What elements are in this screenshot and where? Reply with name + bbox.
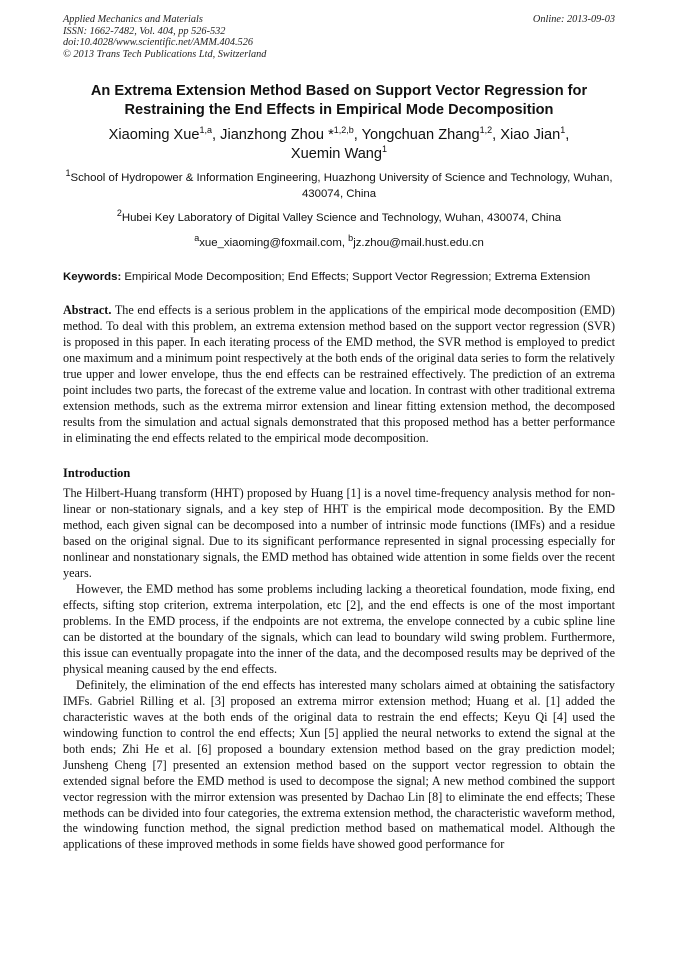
author-separator: , (565, 127, 570, 144)
abstract-text: The end effects is a serious problem in the applications of the empirical mode decomposition (EMD) method. To deal with this problem, an extrema extension method based on the support vector regression (SVR) is proposed in this paper. In each iterating process of the EMD method, the SVR method is employed to predict one maximum and a minimum point respectively at the both ends of the original data series to form the relatively true upper and lower envelope, thus the end effects can be restrained effectively. The prediction of an extrema point includes two parts, the forecast of the extreme value and location. In contrast with other traditional extrema extension methods, such as the extrema mirror extension and linear fitting extension method, the decomposed results from the simulation and actual signals demonstrated that this proposed method has a better performance in eliminating the end effects related to the empirical mode decomposition. (63, 302, 616, 445)
journal-copyright: © 2013 Trans Tech Publications Ltd, Switzerland (63, 48, 267, 60)
author-separator: , (492, 127, 501, 144)
keywords-label: Keywords: (63, 271, 122, 284)
journal-header (63, 14, 615, 60)
journal-name: Applied Mechanics and Materials (63, 14, 203, 25)
abstract (63, 303, 615, 447)
author-name: Xiao Jian (500, 127, 561, 144)
affiliation-sup: 1 (65, 168, 71, 179)
affiliation-2 (63, 210, 615, 226)
author-affil-sup: 1,2 (479, 125, 493, 136)
affiliation-sup: 2 (116, 208, 122, 219)
author-name: Xiaoming Xue (108, 127, 200, 144)
author-separator: , (353, 127, 362, 144)
author-affil-sup: 1 (560, 125, 566, 136)
author-name: Yongchuan Zhang (361, 127, 480, 144)
title-line-1: An Extrema Extension Method Based on Support Vector Regression for (90, 83, 588, 100)
journal-doi: doi:10.4028/www.scientific.net/AMM.404.526 (63, 37, 253, 49)
email-separator: , (341, 237, 349, 250)
affiliation-text: Hubei Key Laboratory of Digital Valley Science and Technology, Wuhan, 430074, China (121, 212, 562, 225)
email-line (63, 233, 615, 250)
email-address: jz.zhou@mail.hust.edu.cn (353, 237, 484, 250)
journal-info (63, 14, 266, 60)
email-sup: a (194, 233, 200, 244)
email-address: xue_xiaoming@foxmail.com (199, 237, 342, 250)
author-affil-sup: 1,2,b (333, 125, 354, 136)
paper-title (63, 82, 615, 120)
author-line-2 (63, 145, 615, 164)
paragraph: Definitely, the elimination of the end effects has interested many scholars aimed at obtaining the satisfactory IMFs. Gabriel Rilling et al. [3] proposed an extrema mirror extension method; Huang et al. [1] added the characteristic waves at the both ends of the original data to restrain the end effects; Keyu Qi [4] used the windowing function to control the end effects; Xun [5] applied the neural networks to extend the signal at the both ends; Zhi He et al. [6] proposed a boundary extension method based on the gray prediction model; Junsheng Cheng [7] presented an extension method based on the support vector regression to obtain the extended signal before the EMD method is used to decompose the signal; A new method combined the support vector regression with the mirror extension was presented by Dachao Lin [8] to eliminate the end effects; These methods can be divided into four categories, the extrema extension method, the characteristic waveform method, the windowing function method, the signal prediction method based on mathematical model. Although the applications of these improved methods in some fields have showed good performance for (63, 677, 615, 852)
online-date: Online: 2013-09-03 (532, 14, 615, 25)
abstract-label: Abstract. (63, 302, 112, 317)
author-line-1 (63, 126, 615, 145)
paper-page (63, 14, 615, 853)
author-affil-sup: 1 (382, 144, 388, 155)
section-heading: Introduction (63, 466, 131, 481)
author-name: Xuemin Wang (290, 146, 383, 163)
title-line-2: Restraining the End Effects in Empirical Mode Decomposition (124, 102, 554, 119)
affiliation-text: School of Hydropower & Information Engineering, Huazhong University of Science and Technology, Wuhan, 430074, China (70, 172, 613, 201)
email-sup: b (348, 233, 354, 244)
keywords-text: Empirical Mode Decomposition; End Effects; Support Vector Regression; Extrema Extension (124, 271, 591, 284)
author-separator: , (212, 127, 221, 144)
keywords (63, 270, 615, 286)
author-list (63, 126, 615, 164)
affiliation-1 (63, 170, 615, 202)
author-affil-sup: 1,a (199, 125, 213, 136)
paragraph: However, the EMD method has some problems including lacking a theoretical foundation, mode fixing, end effects, sifting stop criterion, extrema interpolation, etc [2], and the end effects is one of the most important problems. In the EMD process, if the endpoints are not extrema, the envelope connected by a cubic spline line can be distorted at the boundary of the signals, which can lead to boundary wild swing problem. Furthermore, this issue can eventually propagate into the inner of the data, and the decomposed results may be deprived of the physical meaning caused by the end effects. (63, 582, 615, 676)
author-name: Jianzhong Zhou * (220, 127, 334, 144)
journal-issn: ISSN: 1662-7482, Vol. 404, pp 526-532 (63, 25, 226, 37)
paragraph: The Hilbert-Huang transform (HHT) proposed by Huang [1] is a novel time-frequency analysis method for non-linear or non-stationary signals, and a key step of HHT is the empirical mode decomposition. By the EMD method, each given signal can be decomposed into a number of intrinsic mode functions (IMFs) and a residue based on the original signal. Due to its significant performance represented in signal processing especially for nonlinear and nonstationary signals, the EMD method has obtained wide attention in some fields over the recent years. (63, 486, 615, 581)
